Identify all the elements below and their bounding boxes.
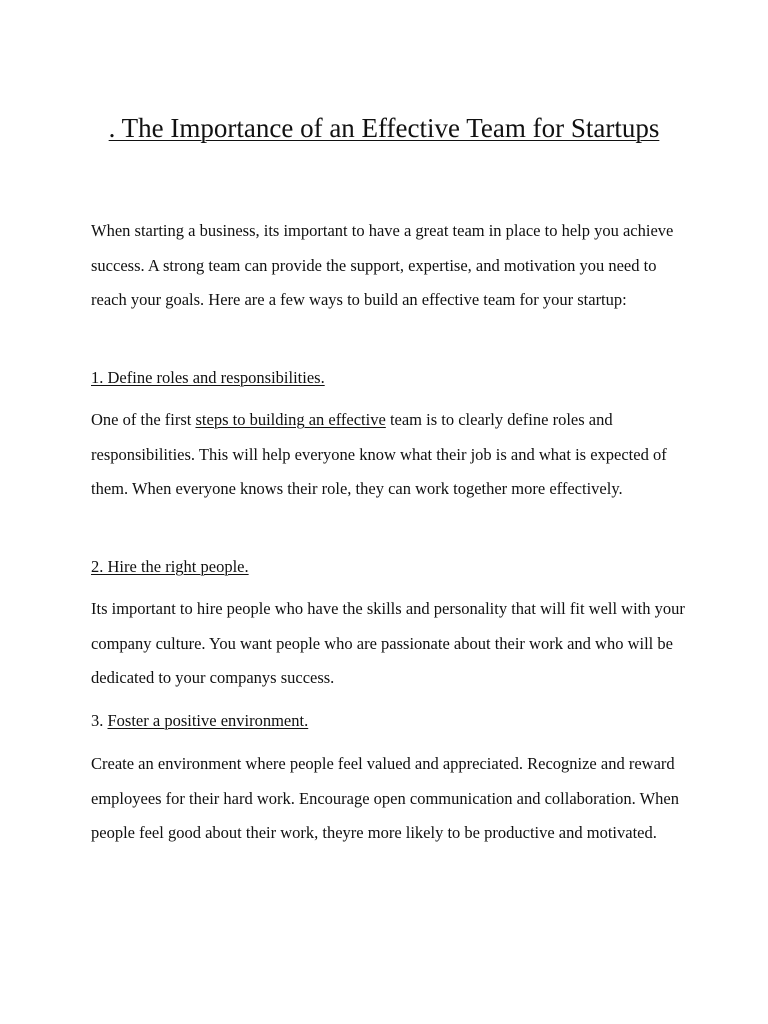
- section-1-heading-text: 1. Define roles and responsibilities.: [91, 368, 325, 387]
- section-2-body: Its important to hire people who have the skills and personality that will fit well with your company culture. You want people who are passionate about their work and who will be dedicated to your companys success.: [91, 599, 685, 687]
- page-title-text: . The Importance of an Effective Team for Startups: [108, 113, 660, 143]
- section-1-body-start: One of the first: [91, 410, 196, 429]
- section-1-heading: [91, 367, 325, 389]
- section-1-body: [91, 403, 691, 507]
- section-3-heading: [91, 710, 308, 732]
- section-2-heading-text: 2. Hire the right people.: [91, 557, 249, 576]
- section-3-heading-text: Foster a positive environment.: [107, 711, 309, 730]
- section-1-body-end: team is to clearly define roles and responsibilities. This will help everyone know what their job is and what is expected of them. When everyone knows their role, they can work together more effectively.: [91, 410, 667, 498]
- page-title: [90, 110, 678, 147]
- section-3-heading-number: 3.: [91, 711, 108, 730]
- intro-paragraph: When starting a business, its important to have a great team in place to help you achieve success. A strong team can provide the support, expertise, and motivation you need to reach your goals. Here are a few ways to build an effective team for your startup:: [91, 221, 674, 309]
- section-1-body-link[interactable]: steps to building an effective: [195, 410, 386, 429]
- section-3-body: Create an environment where people feel valued and appreciated. Recognize and reward employees for their hard work. Encourage open communication and collaboration. When people feel good about their work, theyre more likely to be productive and motivated.: [91, 754, 679, 842]
- section-2-heading: [91, 556, 249, 578]
